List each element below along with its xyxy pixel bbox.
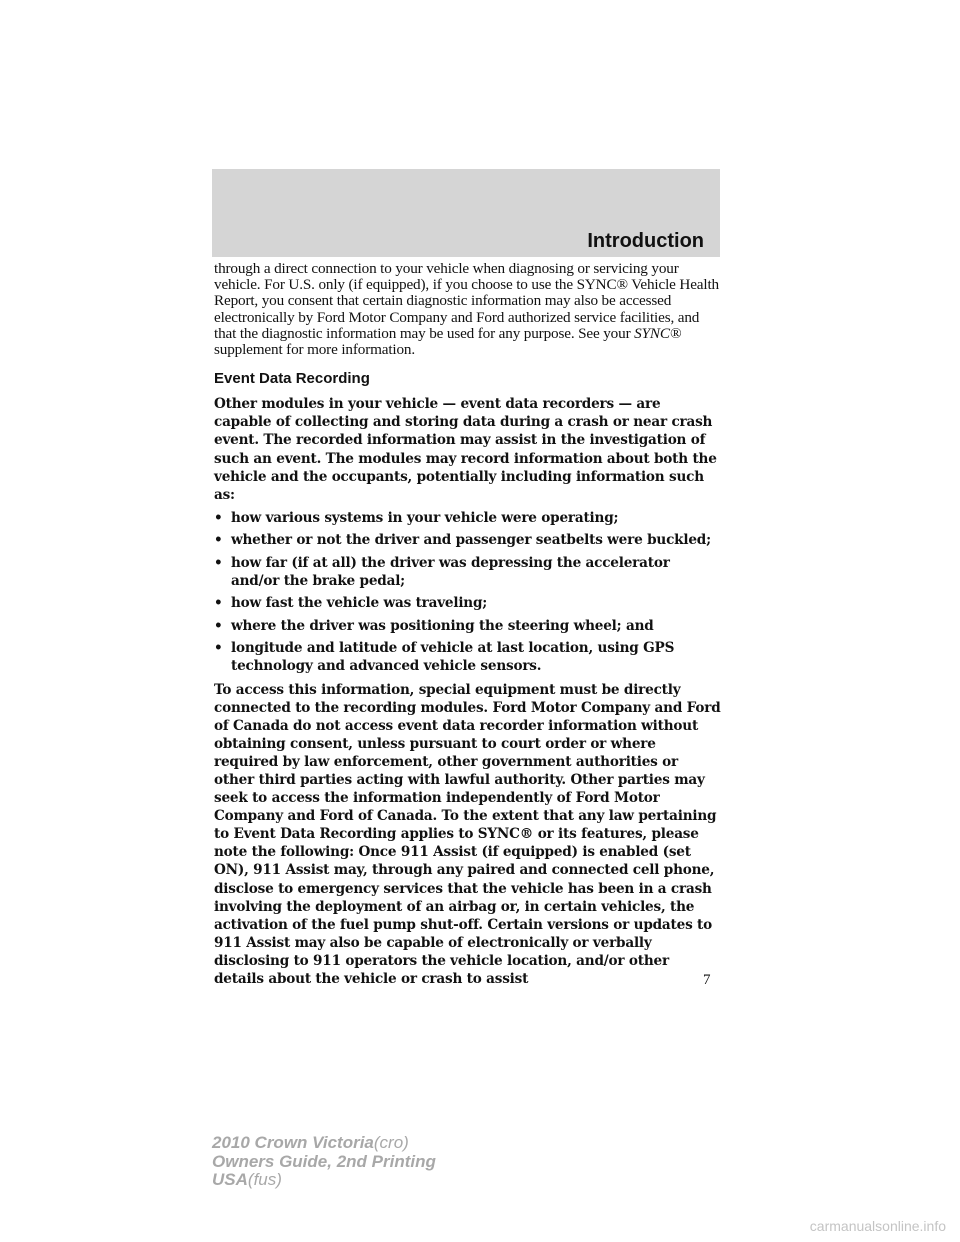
footer-line-market: USA(fus) — [212, 1170, 282, 1189]
list-item: • how far (if at all) the driver was depressing the accelerator and/or the brake pedal; — [214, 554, 670, 589]
lead-paragraph: Other modules in your vehicle — event data recorders — are capable of collecting and storing data during a crash or near crash event. The recorded information may assist in the investigation of such an event. The modules may record information about both the vehicle and the occupants, potentially including information such as: — [214, 396, 717, 503]
access-paragraph: To access this information, special equipment must be directly connected to the recording modules. Ford Motor Company and Ford of Canada do not access event data recorder information without obtaining consent, unless pursuant to court order or where required by law enforcement, other government authorities or other third parties acting with lawful authority. Other parties may seek to access the information independently of Ford Motor Company and Ford of Canada. To the extent that any law pertaining to Event Data Recording applies to SYNC® or its features, please note the following: Once 911 Assist (if equipped) is enabled (set ON), 911 Assist may, through any paired and connected cell phone, disclose to emergency services that the vehicle has been in a crash involving the deployment of an airbag or, in certain vehicles, the activation of the fuel pump shut-off. Certain versions or updates to 911 Assist may also be capable of electronically or verbally disclosing to 911 operators the vehicle location, and/or other details about the vehicle or crash to assist — [214, 681, 721, 988]
footer-line-printing: Owners Guide, 2nd Printing — [212, 1151, 436, 1171]
intro-tail: supplement for more information. — [214, 341, 416, 359]
bullet-icon: • — [214, 617, 223, 634]
bullet-icon: • — [214, 509, 223, 526]
bullet-icon: • — [214, 595, 223, 612]
list-item: • where the driver was positioning the steering wheel; and — [214, 617, 654, 634]
section-title: Introduction — [587, 230, 704, 252]
watermark-text: carmanualsonline.info — [809, 1218, 946, 1234]
sync-reference: SYNC® — [634, 324, 682, 342]
list-item: • longitude and latitude of vehicle at last location, using GPS technology and advanced vehicle sensors. — [214, 640, 675, 674]
document-footer — [212, 1134, 436, 1190]
list-item: • how fast the vehicle was traveling; — [214, 595, 488, 612]
page-number: 7 — [703, 972, 711, 988]
list-item: • how various systems in your vehicle were operating; — [214, 509, 619, 526]
bullet-icon: • — [214, 554, 223, 571]
footer-line-model: 2010 Crown Victoria(cro) — [212, 1133, 409, 1152]
section-header — [212, 169, 720, 257]
intro-paragraph — [214, 261, 722, 358]
bullet-icon: • — [214, 640, 223, 657]
page-content — [214, 261, 722, 988]
bullet-icon: • — [214, 532, 223, 549]
intro-text: through a direct connection to your vehicle when diagnosing or servicing your vehicle. For U.S. only (if equipped), if you choose to use the SYNC® Vehicle Health Report, you consent that certain diagnostic information may also be accessed electronically by Ford Motor Company and Ford authorized service facilities, and that the diagnostic information may be used for any purpose. See your — [214, 260, 719, 342]
list-item: • whether or not the driver and passenger seatbelts were buckled; — [214, 532, 711, 549]
section-heading: Event Data Recording — [214, 370, 370, 388]
bullet-list — [214, 510, 722, 676]
